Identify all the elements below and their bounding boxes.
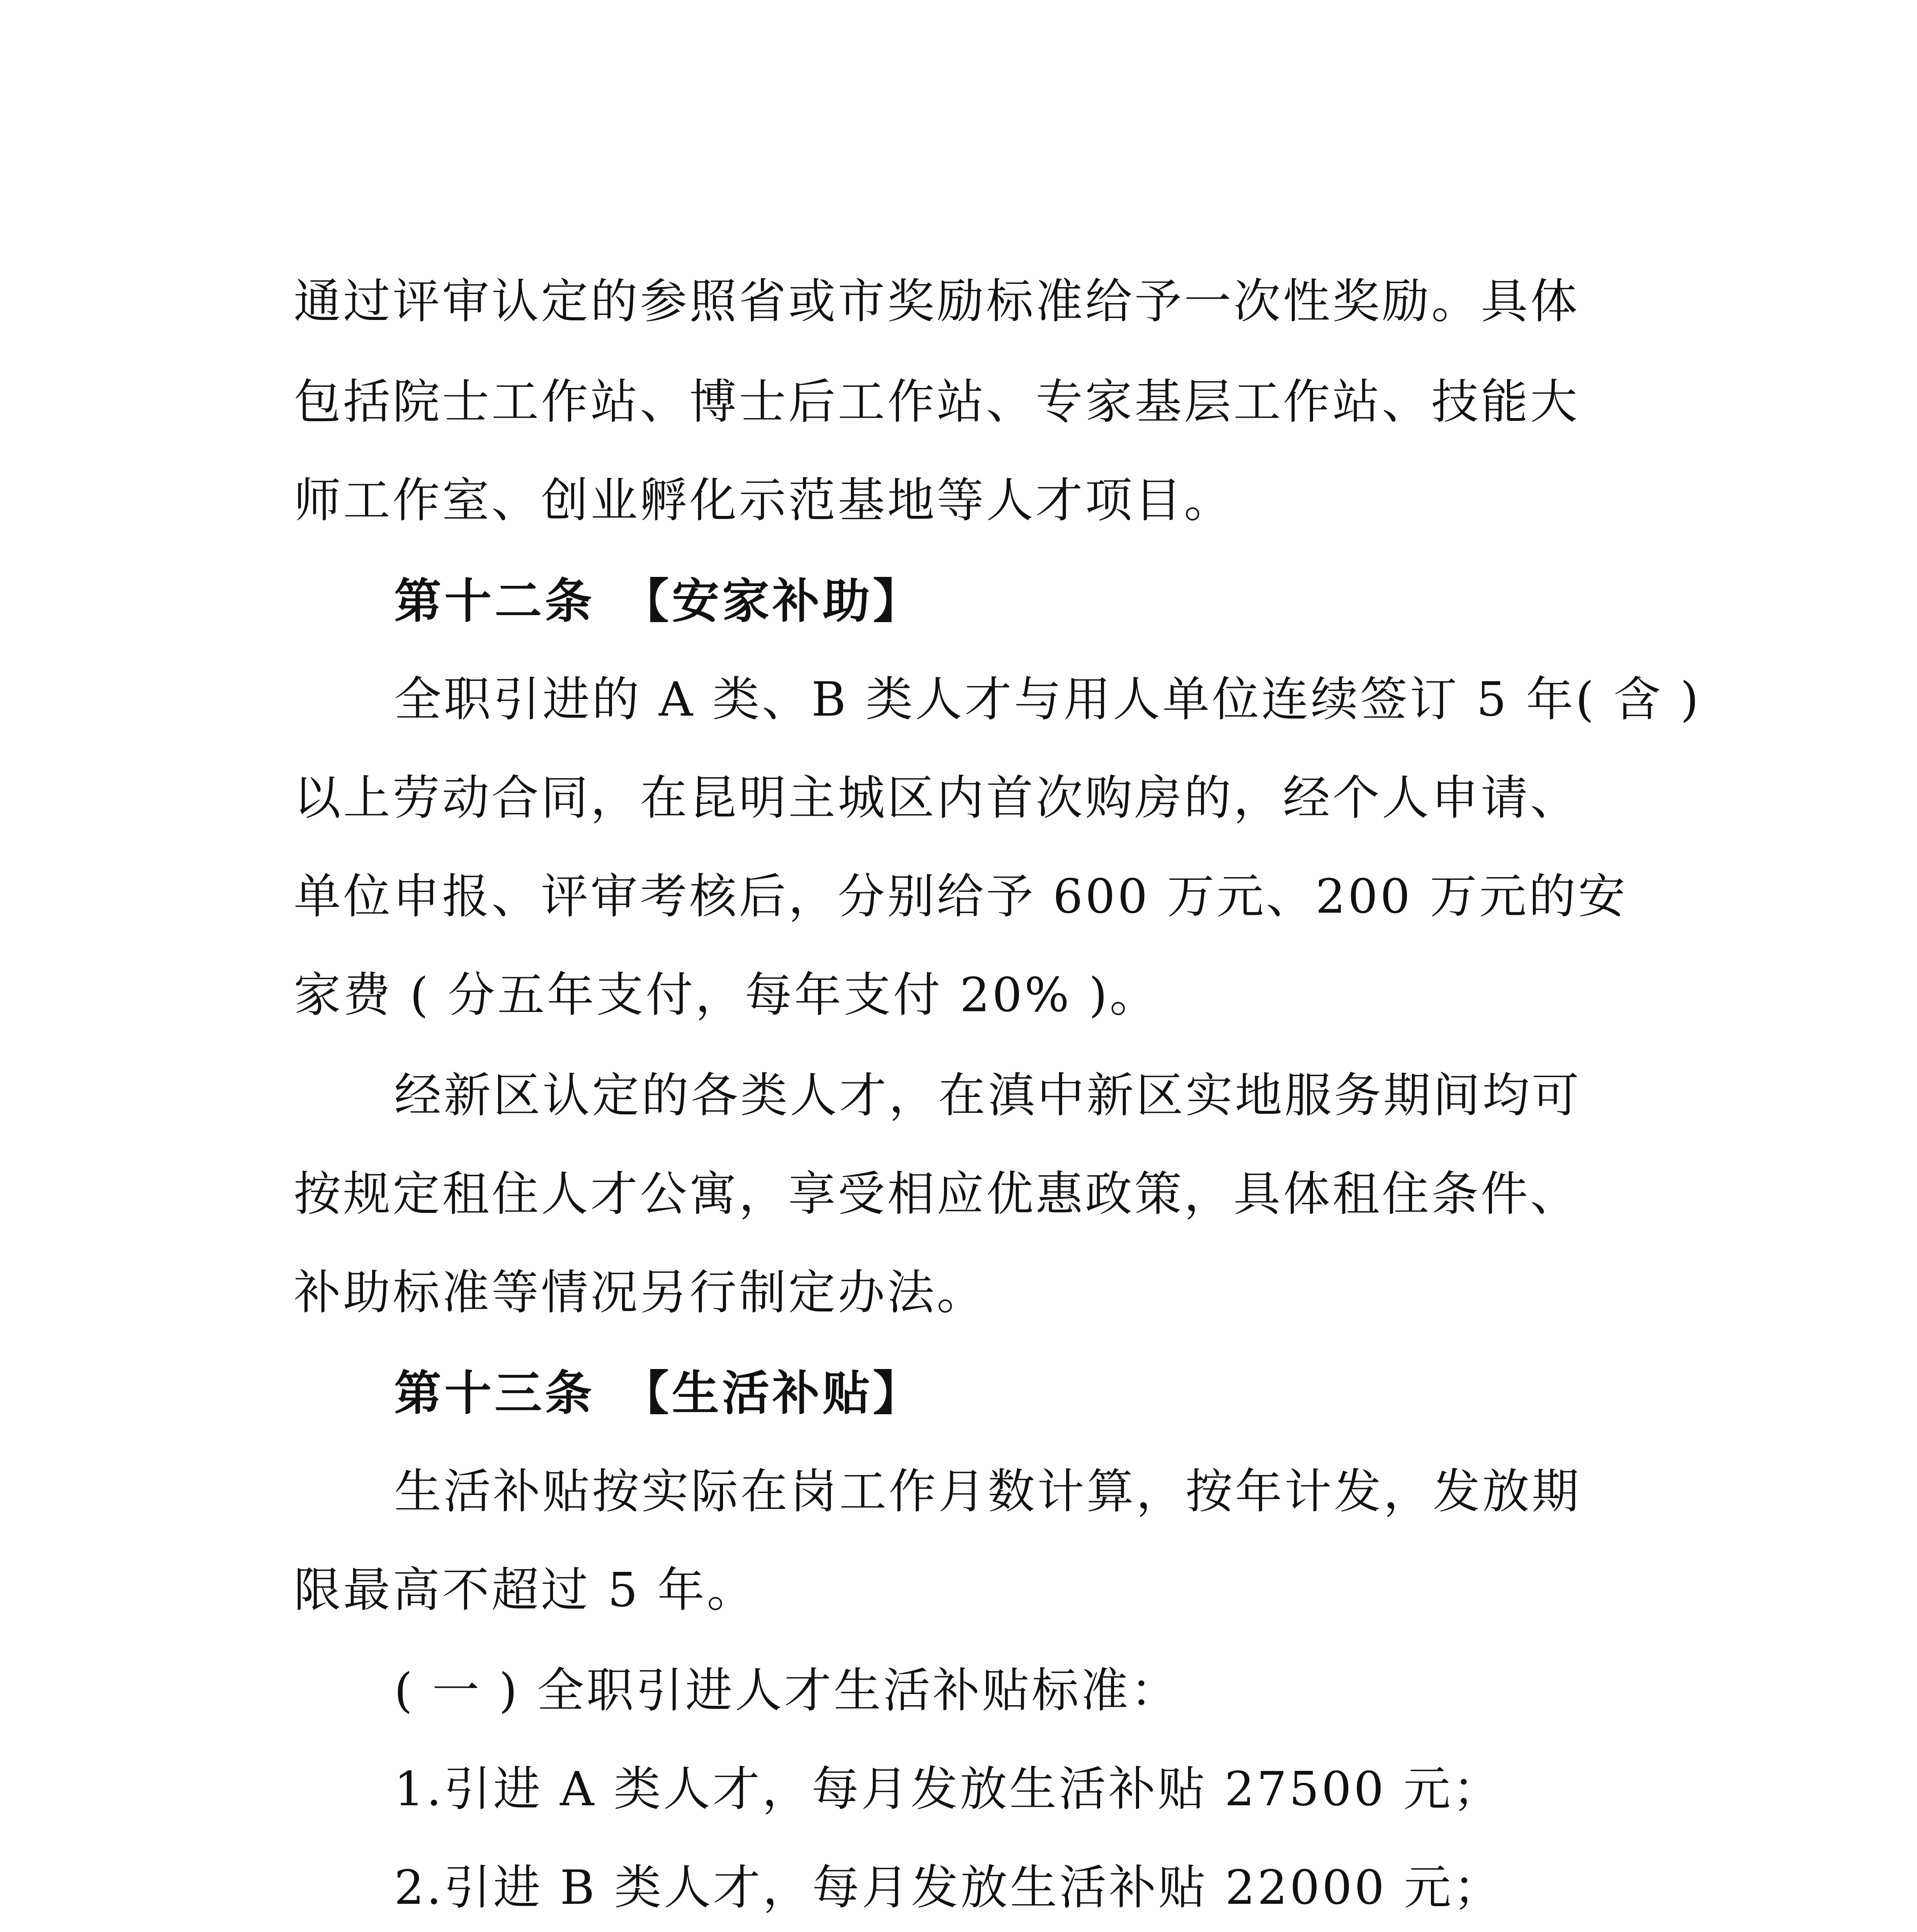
paragraph-line: 全职引进的 A 类、B 类人才与用人单位连续签订 5 年( 含 ) xyxy=(394,672,1701,727)
paragraph-line: 限最高不超过 5 年。 xyxy=(294,1563,757,1617)
paragraph-line: 按规定租住人才公寓，享受相应优惠政策，具体租住条件、 xyxy=(294,1167,1580,1221)
paragraph-line: 生活补贴按实际在岗工作月数计算，按年计发，发放期 xyxy=(394,1464,1581,1519)
list-item: 2.引进 B 类人才，每月发放生活补贴 22000 元； xyxy=(394,1860,1503,1915)
paragraph-line: 补助标准等情况另行制定办法。 xyxy=(294,1265,986,1320)
list-item: 1.引进 A 类人才，每月发放生活补贴 27500 元； xyxy=(394,1762,1502,1816)
paragraph-line: 经新区认定的各类人才，在滇中新区实地服务期间均可 xyxy=(394,1068,1581,1123)
article-13-heading: 第十三条 【生活补贴】 xyxy=(394,1365,923,1421)
paragraph-line: 以上劳动合同，在昆明主城区内首次购房的，经个人申请、 xyxy=(294,770,1580,825)
paragraph-line: 通过评审认定的参照省或市奖励标准给予一次性奖励。具体 xyxy=(294,274,1580,329)
paragraph-line: 家费 ( 分五年支付，每年支付 20% )。 xyxy=(294,968,1159,1022)
paragraph-line: 单位申报、评审考核后，分别给予 600 万元、200 万元的安 xyxy=(294,869,1628,924)
paragraph-line: 包括院士工作站、博士后工作站、专家基层工作站、技能大 xyxy=(294,374,1580,429)
list-heading: ( 一 ) 全职引进人才生活补贴标准： xyxy=(394,1663,1180,1718)
paragraph-line: 师工作室、创业孵化示范基地等人才项目。 xyxy=(294,473,1233,528)
article-12-heading: 第十二条 【安家补助】 xyxy=(394,573,923,629)
